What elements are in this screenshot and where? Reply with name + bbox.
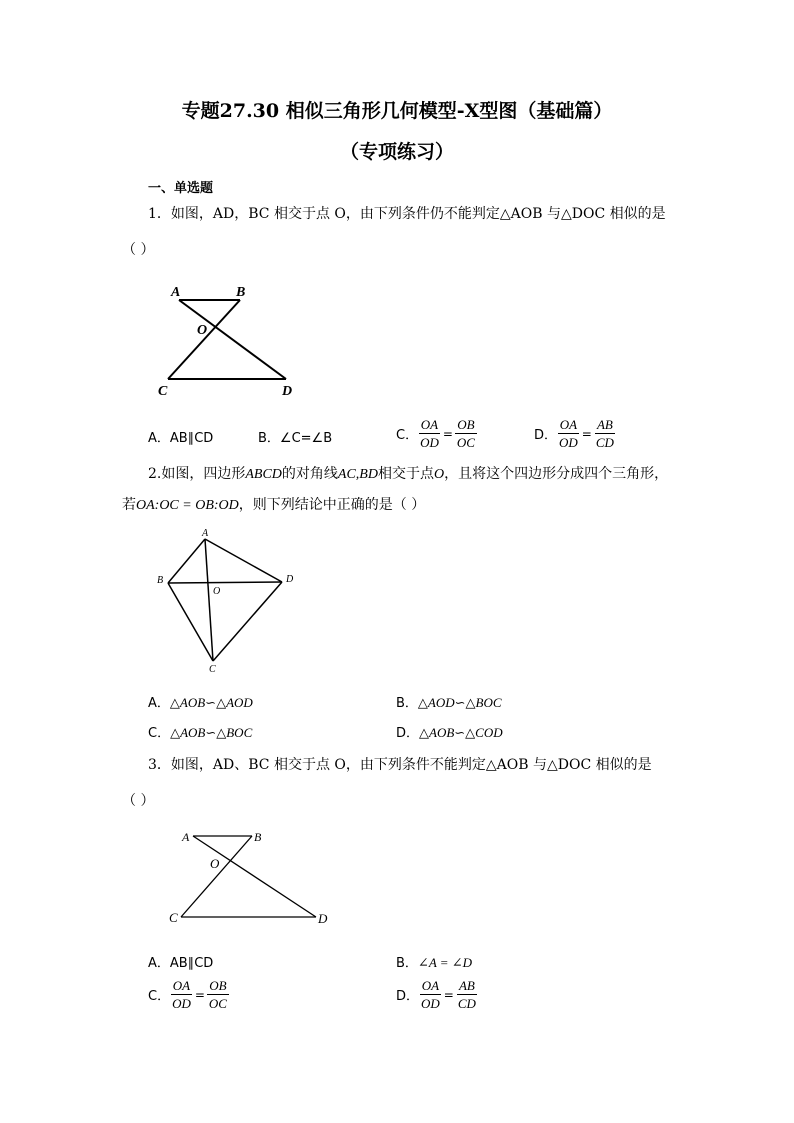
q1-d-den2: CD (595, 435, 614, 450)
q1-c-den1: OD (420, 435, 439, 450)
q1-label-d: D (282, 384, 293, 399)
q2-t1g: ，且将这个四边形分成四个三角形， (444, 466, 669, 482)
q2-diagonal-bd (168, 582, 282, 583)
q2-option-b (396, 692, 502, 711)
q2-t2c: ，则下列结论中正确的是（ ） (238, 497, 426, 513)
q3-c-den1: OD (172, 996, 191, 1011)
q1-label-a: A (171, 285, 181, 300)
q3-option-a: A．AB∥CD (148, 956, 214, 971)
q1-option-c-frac-2 (455, 416, 477, 451)
q1-d-num2: AB (596, 417, 613, 432)
q1-figure (150, 278, 310, 403)
q1-c-num1: OA (420, 417, 439, 432)
q1-label-c: C (158, 384, 168, 399)
q2-option-d (396, 722, 503, 741)
q3-c-eq: = (194, 987, 205, 1002)
q1-option-d-frac-1 (557, 416, 580, 451)
page-subtitle: （专项练习） (339, 141, 454, 163)
q3-option-c-frac-2 (207, 977, 229, 1012)
q2-t1a: 2.如图，四边形 (148, 466, 246, 482)
q3-label-a: A (182, 830, 190, 844)
q2-d-text: △AOB∽△COD (419, 725, 503, 740)
q2-a-text: △AOB∽△AOD (169, 695, 253, 710)
q2-b-text: △AOD∽△BOC (417, 695, 502, 710)
q3-label-c: C (169, 910, 178, 925)
q1-option-c (396, 416, 477, 451)
q3-option-d-frac-2 (456, 977, 478, 1012)
q2-option-a (148, 692, 253, 711)
q2-segment-ab (168, 539, 205, 583)
q1-d-den1: OD (559, 435, 578, 450)
q2-a-label: A． (148, 696, 170, 711)
q3-option-d-frac-1 (419, 977, 442, 1012)
q3-segment-bc (181, 836, 252, 917)
q1-segment-ad (179, 300, 286, 379)
q1-c-eq: = (442, 426, 453, 441)
q3-c-den2: OC (208, 996, 227, 1011)
q2-label-d: D (286, 574, 294, 585)
q3-c-num2: OB (209, 978, 227, 993)
q2-text-line1 (148, 463, 668, 483)
q2-t2b: OA:OC = OB:OD (136, 498, 239, 513)
q1-option-a: A．AB∥CD (148, 431, 214, 446)
q2-text-line2 (122, 494, 425, 514)
q2-label-c: C (209, 664, 216, 675)
q1-option-d-label: D． (534, 428, 558, 443)
q2-label-o: O (213, 586, 221, 597)
q1-answer-paren: （ ） (122, 242, 155, 258)
q1-option-b: B．∠C=∠B (258, 431, 333, 446)
q3-option-c (148, 977, 229, 1012)
q3-label-d: D (318, 911, 328, 926)
q3-label-b: B (254, 830, 262, 844)
q2-b-label: B． (396, 696, 418, 711)
q3-segment-ad (193, 836, 316, 917)
q2-option-c (148, 722, 252, 741)
q1-segment-bc (168, 300, 240, 379)
q1-d-eq: = (581, 426, 592, 441)
q2-c-label: C． (148, 726, 171, 741)
q3-option-c-label: C． (148, 989, 171, 1004)
q3-b-label: B． (396, 956, 418, 971)
q2-diagonal-ac (205, 539, 213, 661)
q2-t1c: 的对角线 (281, 466, 338, 482)
q2-label-b: B (157, 575, 164, 586)
q3-option-c-frac-1 (170, 977, 193, 1012)
q3-d-num2: AB (458, 978, 475, 993)
q2-t1d: AC,BD (337, 467, 378, 482)
q1-c-num2: OB (457, 417, 475, 432)
q2-segment-bc (168, 583, 213, 661)
q3-d-eq: = (443, 987, 454, 1002)
q1-option-d-frac-2 (594, 416, 616, 451)
q3-d-den2: CD (457, 996, 476, 1011)
q3-figure (160, 822, 340, 932)
q3-option-b (396, 952, 472, 971)
q1-option-d (534, 416, 616, 451)
q2-t2a: 若 (122, 497, 136, 513)
q1-d-num1: OA (559, 417, 578, 432)
q1-option-c-label: C． (396, 428, 419, 443)
section-heading: 一、单选题 (148, 181, 214, 196)
q3-text: 3．如图，AD、BC 相交于点 O，由下列条件不能判定△AOB 与△DOC 相似的是 (148, 757, 652, 773)
q3-option-d-label: D． (396, 989, 420, 1004)
q2-c-text: △AOB∽△BOC (170, 725, 253, 740)
q3-d-num1: OA (421, 978, 440, 993)
q2-segment-ad (205, 539, 282, 582)
q1-label-o: O (197, 323, 208, 338)
q3-option-d (396, 977, 478, 1012)
q2-figure (150, 525, 305, 675)
q3-label-o: O (210, 856, 220, 871)
q2-segment-dc (213, 582, 282, 661)
q3-d-den1: OD (421, 996, 440, 1011)
q2-label-a: A (202, 528, 209, 539)
q1-c-den2: OC (456, 435, 475, 450)
q1-text: 1．如图，AD，BC 相交于点 O，由下列条件仍不能判定△AOB 与△DOC 相似的是 (148, 206, 666, 222)
q2-t1e: 相交于点 (377, 466, 434, 482)
q1-option-c-frac-1 (418, 416, 441, 451)
q3-b-text: ∠A = ∠D (417, 955, 473, 970)
q2-t1b: ABCD (245, 467, 282, 482)
page-title: 专题27.30 相似三角形几何模型-X型图（基础篇） (181, 100, 613, 122)
q2-d-label: D． (396, 726, 420, 741)
q3-c-num1: OA (172, 978, 191, 993)
q3-answer-paren: （ ） (122, 793, 155, 809)
q2-t1f: O (433, 467, 445, 482)
q1-label-b: B (236, 285, 246, 300)
